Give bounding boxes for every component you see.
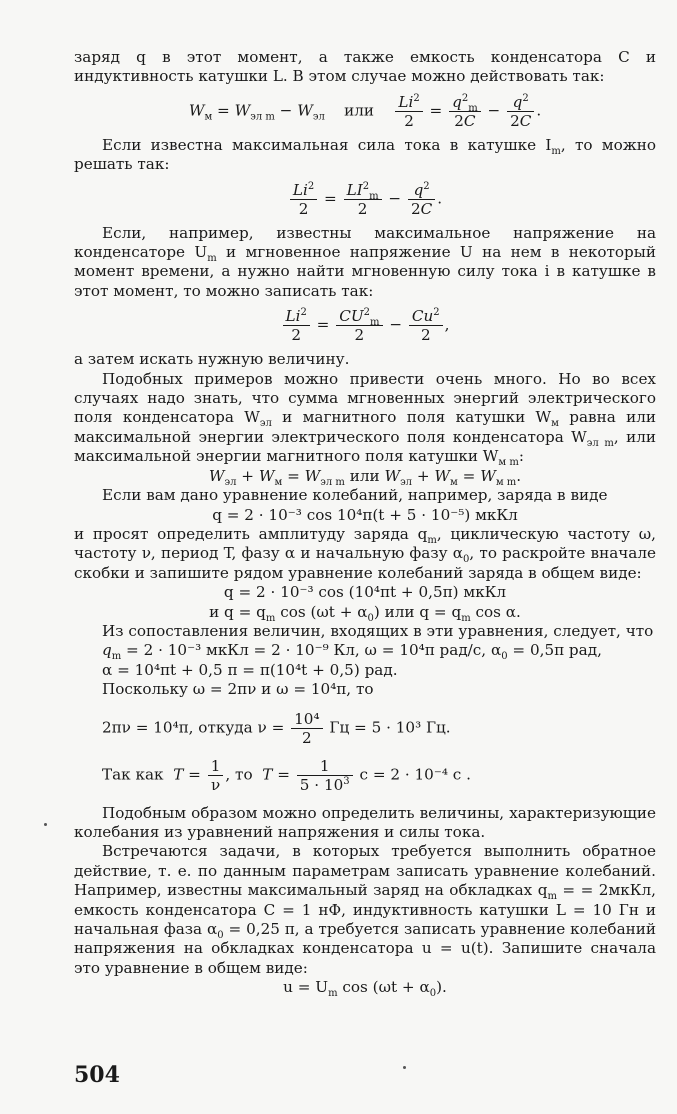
formula-phase: α = 10⁴πt + 0,5 π = π(10⁴t + 0,5) рад. xyxy=(102,660,398,679)
formula-energy-2: $\frac{Li^2}{2}$ = $\frac{LI^2_m}{2}$ − $\frac{q^2}{2C}$ . xyxy=(74,181,656,218)
formula-frequency: 2πν = 10⁴π, откуда ν = $\frac{\text{10⁴}}{2}$ Гц = 5 · 10³ Гц. xyxy=(102,709,451,747)
formula-energy-sum: $W_{эл} + W_м = W_{эл m}$ или $W_{эл} + W_м = W_{м m}$. xyxy=(208,466,522,488)
page-body xyxy=(74,48,656,998)
paragraph-max-voltage: Если, например, известны максимальное напряжение на конденсаторе $U_m$ и мгновенное напряжение U на нем в некоторый момент времени, а нужно найти мгновенную силу тока i в катушке в этот момент, то можно записать так: xyxy=(74,223,656,300)
formula-energy-1: $W_м = W_{эл m} - W_{эл}$ или $\frac{Li^2}{2}$ = $\frac{q^2_m}{2C}$ − $\frac{q^2}{2C}$ . xyxy=(188,92,542,130)
formula-energy-3: $\frac{Li^2}{2}$ = $\frac{CU^2_m}{2}$ − $\frac{Cu^2}{2}$ , xyxy=(74,307,656,344)
formula-charge-eq: q = 2 · 10⁻³ cos 10⁴π(t + 5 · 10⁻⁵) мкКл xyxy=(212,505,518,524)
paragraph-energy-sum: Подобных примеров можно привести очень много. Но во всех случаях надо знать, что сумма мгновенных энергий электрического поля конденсатора $W_{эл}$ и магнитного поля катушки $W_м$ равна или максимальной энергии электрического поля конденсатора $W_{эл m}$, или максимальной энергии магнитного поля катушки $W_{м m}$: xyxy=(74,369,656,469)
speck xyxy=(44,823,47,826)
formula-period: Так как T = $\frac{1}{\nu}$ , то T = $\frac{1}{5 \cdot 10^3}$ с = 2 · 10⁻⁴ с . xyxy=(102,756,471,794)
paragraph-compare: Из сопоставления величин, входящих в эти уравнения, следует, что xyxy=(102,621,654,640)
paragraph-equation-given: Если вам дано уравнение колебаний, например, заряда в виде xyxy=(102,486,608,505)
formula-voltage-general: $u = U_m$ $\cos (\omega t + \alpha_0)$. xyxy=(283,978,447,1000)
paragraph-since: Поскольку ω = 2πν и ω = 10⁴π, то xyxy=(102,680,374,699)
paragraph-inverse: Встречаются задачи, в которых требуется выполнить обратное действие, т. е. по данным параметрам записать уравнение колебаний. Например, известны максимальный заряд на обкладках $q_m$ = = 2мкКл, емкость конденсатора C = 1 нФ, индуктивность катушки L = 10 Гн и начальная фаза $\alpha_0 = 0,25$ π, а требуется записать уравнение колебаний напряжения на обкладках конденсатора u = u(t). Запишите сначала это уравнение в общем виде: xyxy=(74,842,656,977)
formula-values: $q_m = 2 \cdot 10^{-3}$ мкКл = 2 · 10⁻⁹ Кл, ω = 10⁴π рад/с, $\alpha_0 = 0,5\pi$ рад, xyxy=(102,641,602,663)
page-number: 504 xyxy=(74,1062,120,1088)
formula-charge-expanded: q = 2 · 10⁻³ cos (10⁴πt + 0,5π) мкКл xyxy=(223,583,507,602)
paragraph-max-current: Если известна максимальная сила тока в катушке $I_m$, то можно решать так: xyxy=(74,135,656,174)
paragraph-intro: заряд q в этот момент, а также емкость конденсатора C и индуктивность катушки L. В этом случае можно действовать так: xyxy=(74,48,656,86)
paragraph-determine: и просят определить амплитуду заряда $q_m$, циклическую частоту ω, частоту ν, период T, фазу α и начальную фазу $\alpha_0$, то раскройте вначале скобки и запишите рядом уравнение колебаний заряда в общем виде: xyxy=(74,524,656,582)
speck xyxy=(403,1066,406,1069)
paragraph-similarly: Подобным образом можно определить величины, характеризующие колебания из уравнений напряжения и силы тока. xyxy=(74,803,656,841)
paragraph-then: а затем искать нужную величину. xyxy=(74,350,350,369)
formula-general-form: и $q = q_m$ $\cos (\omega t + \alpha_0)$ или $q = q_m$ cos α. xyxy=(209,602,521,624)
